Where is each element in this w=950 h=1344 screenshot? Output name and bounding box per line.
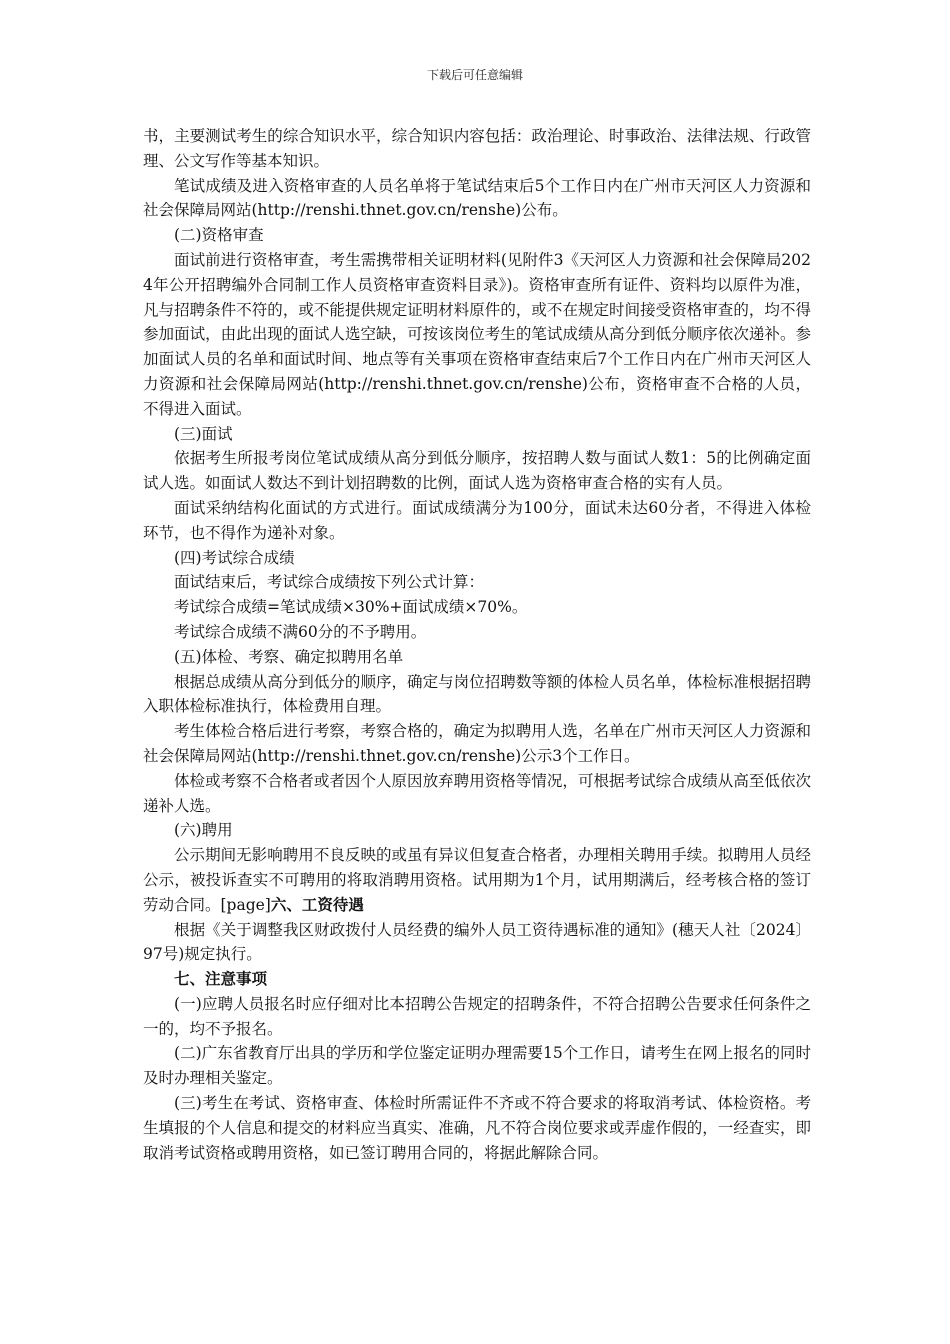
paragraph: 考试综合成绩不满60分的不予聘用。 xyxy=(174,622,427,641)
bold-heading: 六、工资待遇 xyxy=(270,894,364,914)
paragraph: 体检或考察不合格者或者因个人原因放弃聘用资格等情况，可根据考试综合成绩从高至低依次递补人选。 xyxy=(143,771,811,815)
section-heading: (二)资格审查 xyxy=(174,226,264,245)
paragraph: 面试结束后，考试综合成绩按下列公式计算： xyxy=(174,573,485,592)
page-header-note: 下载后可任意编辑 xyxy=(426,68,523,82)
paragraph: 依据考生所报考岗位笔试成绩从高分到低分顺序，按招聘人数与面试人数1：5的比例确定面试人选。如面试人数达不到计划招聘数的比例，面试人选为资格审查合格的实有人员。 xyxy=(143,449,811,493)
formula: 考试综合成绩=笔试成绩×30%+面试成绩×70%。 xyxy=(174,598,528,617)
paragraph-text: 公示期间无影响聘用不良反映的或虽有异议但复查合格者，办理相关聘用手续。拟聘用人员经公示，被投诉查实不可聘用的将取消聘用资格。试用期为1个月，试用期满后，经考核合格的签订劳动合同。[page] xyxy=(143,846,811,914)
paragraph: 面试前进行资格审查，考生需携带相关证明材料(见附件3《天河区人力资源和社会保障局2024年公开招聘编外合同制工作人员资格审查资料目录》)。资格审查所有证件、资料均以原件为准，凡与招聘条件不符的，或不能提供规定证明材料原件的，或不在规定时间接受资格审查的，均不得参加面试，由此出现的面试人选空缺，可按该岗位考生的笔试成绩从高分到低分顺序依次递补。参加面试人员的名单和面试时间、地点等有关事项在资格审查结束后7个工作日内在广州市天河区人力资源和社会保障局网站(http://renshi.thnet.gov.cn/renshe)公布，资格审查不合格的人员，不得进入面试。 xyxy=(143,250,811,418)
bold-heading-text: 七、注意事项 xyxy=(174,969,268,989)
section-heading: (五)体检、考察、确定拟聘用名单 xyxy=(174,647,404,666)
bold-heading xyxy=(143,967,811,992)
paragraph: 根据总成绩从高分到低分的顺序，确定与岗位招聘数等额的体检人员名单，体检标准根据招聘入职体检标准执行，体检费用自理。 xyxy=(143,672,811,716)
document-body xyxy=(143,124,811,1165)
paragraph: (二)广东省教育厅出具的学历和学位鉴定证明办理需要15个工作日，请考生在网上报名的同时及时办理相关鉴定。 xyxy=(143,1044,811,1088)
paragraph: 考生体检合格后进行考察，考察合格的，确定为拟聘用人选，名单在广州市天河区人力资源和社会保障局网站(http://renshi.thnet.gov.cn/renshe)公示3个工作日。 xyxy=(143,722,811,765)
paragraph: 根据《关于调整我区财政拨付人员经费的编外人员工资待遇标准的通知》(穗天人社〔2024〕97号)规定执行。 xyxy=(143,920,811,964)
paragraph-with-heading xyxy=(143,843,811,917)
paragraph: 面试采纳结构化面试的方式进行。面试成绩满分为100分，面试未达60分者，不得进入体检环节，也不得作为递补对象。 xyxy=(143,498,811,542)
section-heading: (三)面试 xyxy=(174,424,233,443)
paragraph: 笔试成绩及进入资格审查的人员名单将于笔试结束后5个工作日内在广州市天河区人力资源和社会保障局网站(http://renshi.thnet.gov.cn/renshe)公布。 xyxy=(143,176,811,220)
paragraph: 书，主要测试考生的综合知识水平，综合知识内容包括：政治理论、时事政治、法律法规、行政管理、公文写作等基本知识。 xyxy=(143,127,811,170)
paragraph: (一)应聘人员报名时应仔细对比本招聘公告规定的招聘条件，不符合招聘公告要求任何条件之一的，均不予报名。 xyxy=(143,994,811,1038)
paragraph: (三)考生在考试、资格审查、体检时所需证件不齐或不符合要求的将取消考试、体检资格。考生填报的个人信息和提交的材料应当真实、准确，凡不符合岗位要求或弄虚作假的，一经查实，即取消考试资格或聘用资格，如已签订聘用合同的，将据此解除合同。 xyxy=(143,1094,811,1162)
section-heading: (六)聘用 xyxy=(174,821,233,840)
section-heading: (四)考试综合成绩 xyxy=(174,548,295,567)
